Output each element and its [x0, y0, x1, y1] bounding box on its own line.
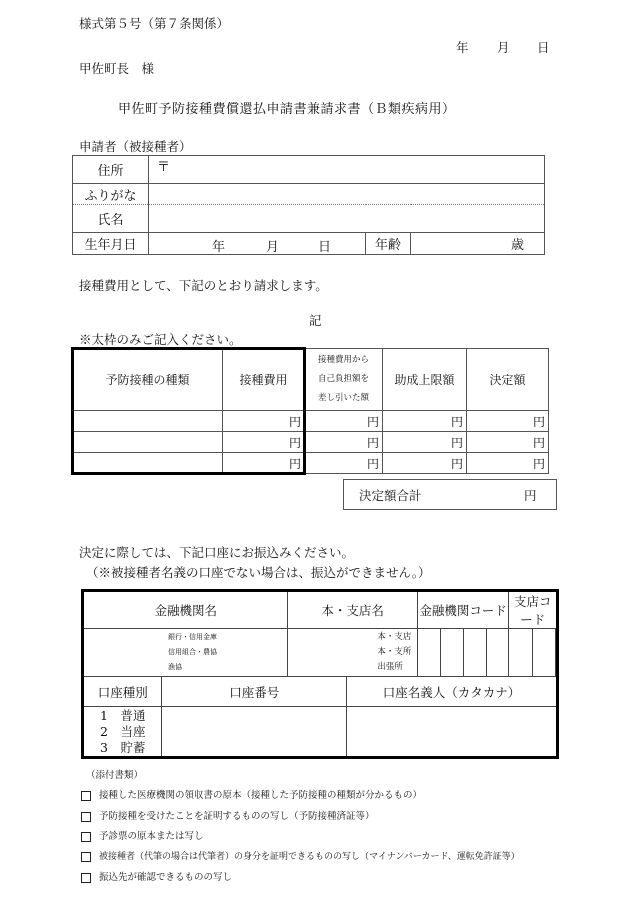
dob-label: 生年月日 [73, 233, 149, 255]
ki-mark: 記 [309, 313, 322, 328]
checkbox-icon [81, 832, 91, 842]
attachment-item[interactable]: 振込先が確認できるものの写し [81, 869, 232, 883]
attachment-item[interactable]: 被接種者（代筆の場合は代筆者）の身分を証明できるものの写し（マイナンバーカード、運転免許証等） [81, 849, 520, 862]
age-unit: 歳 [510, 238, 524, 253]
inst-code-digit[interactable] [486, 629, 509, 677]
dob-day: 日 [318, 240, 332, 255]
account-type-label: 口座種別 [83, 677, 162, 707]
cost-cell[interactable]: 円 [223, 453, 305, 474]
applicant-table [72, 155, 545, 255]
limit-cell: 円 [383, 411, 467, 432]
dob-field[interactable] [149, 233, 366, 255]
request-text: 接種費用として、下記のとおり請求します。 [79, 278, 328, 293]
account-type-options[interactable] [83, 707, 162, 758]
account-type-ordinary[interactable]: 1 普通 [100, 708, 146, 723]
attachment-item[interactable]: 予防接種を受けたことを証明するものの写し（予防接種済証等） [81, 808, 375, 822]
address-label: 住所 [73, 156, 149, 184]
bank-header-branch-code: 支店コード [509, 591, 558, 629]
bank-header-branch: 本・支店名 [288, 591, 417, 629]
age-label: 年齢 [366, 233, 411, 255]
age-field[interactable] [411, 233, 545, 255]
checkbox-icon [81, 873, 91, 883]
inst-code-digit[interactable] [440, 629, 463, 677]
vaccine-type-cell[interactable] [73, 453, 223, 474]
account-type-savings[interactable]: 3 貯蓄 [100, 740, 146, 755]
thick-frame-note: ※太枠のみご記入ください。 [79, 332, 242, 347]
bank-table [81, 589, 559, 759]
net-cell: 円 [305, 432, 383, 453]
furigana-field[interactable] [149, 184, 545, 205]
table-row [73, 411, 549, 432]
form-number: 様式第５号（第７条関係） [79, 16, 230, 31]
decided-cell: 円 [467, 453, 549, 474]
date-day: 日 [537, 40, 550, 55]
bank-header-inst-code: 金融機関コード [417, 591, 509, 629]
account-type-current[interactable]: 2 当座 [100, 724, 146, 739]
limit-cell: 円 [383, 432, 467, 453]
branch-type-main: 本・支店 [377, 632, 412, 642]
account-holder-field[interactable] [346, 707, 557, 758]
name-label: 氏名 [73, 205, 149, 233]
inst-code-digit[interactable] [463, 629, 486, 677]
date-month: 月 [497, 40, 510, 55]
table-row [73, 453, 549, 474]
institution-name-field[interactable] [83, 629, 288, 677]
checkbox-icon [81, 791, 91, 801]
transfer-text: 決定に際しては、下記口座にお振込みください。 [79, 545, 355, 560]
fee-header-type: 予防接種の種類 [73, 349, 223, 411]
branch-code-digit[interactable] [532, 629, 555, 677]
cost-cell[interactable]: 円 [223, 411, 305, 432]
total-label: 決定額合計 [359, 488, 422, 503]
branch-name-field[interactable] [288, 629, 417, 677]
institution-type-fishery: 漁協 [168, 663, 182, 671]
account-holder-label: 口座名義人（カタカナ） [346, 677, 557, 707]
fee-header-cost: 接種費用 [223, 349, 305, 411]
checkbox-icon [81, 812, 91, 822]
attachments-heading: （添付書類） [86, 770, 144, 781]
limit-cell: 円 [383, 453, 467, 474]
institution-type-union: 信用組合・農協 [168, 648, 217, 656]
furigana-label: ふりがな [73, 184, 149, 205]
account-number-label: 口座番号 [162, 677, 347, 707]
cost-cell[interactable]: 円 [223, 432, 305, 453]
decided-cell: 円 [467, 411, 549, 432]
branch-code-digit[interactable] [556, 629, 558, 677]
net-cell: 円 [305, 453, 383, 474]
addressee: 甲佐町長 様 [79, 61, 155, 76]
total-unit: 円 [524, 488, 537, 503]
name-field[interactable] [149, 205, 545, 233]
postal-mark: 〒 [157, 160, 171, 175]
applicant-heading: 申請者（被接種者） [79, 139, 192, 154]
fee-table [72, 348, 549, 474]
attachment-item[interactable]: 予診票の原本または写し [81, 828, 204, 842]
dob-month: 月 [266, 240, 280, 255]
bank-header-institution: 金融機関名 [83, 591, 288, 629]
address-field[interactable] [149, 156, 545, 184]
transfer-note: （※被接種者名義の口座でない場合は、振込ができません。） [86, 565, 431, 580]
inst-code-digit[interactable] [417, 629, 440, 677]
account-number-field[interactable] [162, 707, 347, 758]
total-box [343, 479, 557, 510]
checkbox-icon [81, 852, 91, 862]
branch-code-digit[interactable] [509, 629, 532, 677]
table-row [73, 432, 549, 453]
fee-header-net: 接種費用から 自己負担額を 差し引いた額 [305, 349, 383, 411]
fee-header-decided: 決定額 [467, 349, 549, 411]
attachment-item[interactable]: 接種した医療機関の領収書の原本（接種した予防接種の種類が分かるもの） [81, 787, 422, 801]
decided-cell: 円 [467, 432, 549, 453]
vaccine-type-cell[interactable] [73, 432, 223, 453]
net-cell: 円 [305, 411, 383, 432]
branch-type-sub: 本・支所 [377, 647, 412, 657]
branch-type-office: 出張所 [377, 662, 403, 672]
form-title: 甲佐町予防接種費償還払申請書兼請求書（Ｂ類疾病用） [118, 102, 456, 117]
fee-header-limit: 助成上限額 [383, 349, 467, 411]
vaccine-type-cell[interactable] [73, 411, 223, 432]
date-year: 年 [456, 40, 469, 55]
dob-year: 年 [212, 240, 226, 255]
institution-type-bank: 銀行・信用金庫 [168, 633, 217, 641]
